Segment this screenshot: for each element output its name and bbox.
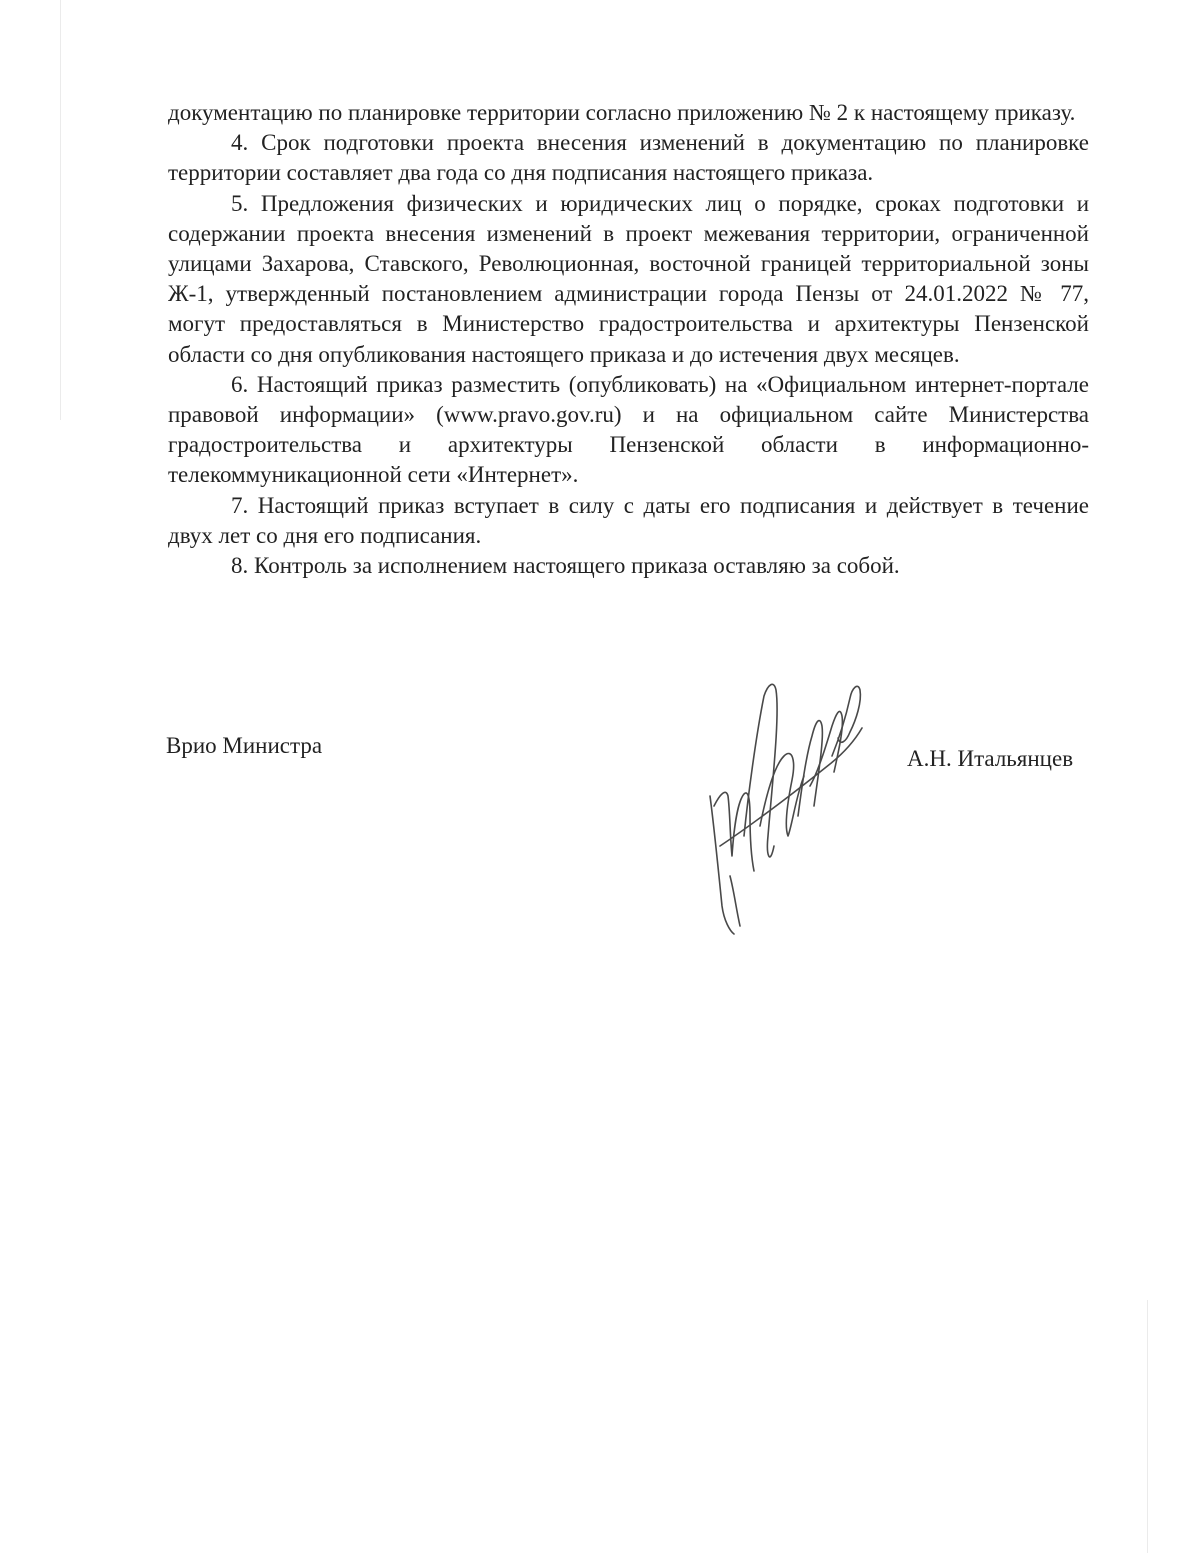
paragraph-item-5: 5. Предложения физических и юридических лиц о порядке, сроках подготовки и содержании проекта внесения изменений в проект межевания территории, ограниченной улицами Захарова, Ставского, Революционная, восточной границей территориальной зоны Ж-1, утвержденный постановлением администрации города Пензы от 24.01.2022 № 77, могут предоставляться в Министерство градостроительства и архитектуры Пензенской области со дня опубликования настоящего приказа и до истечения двух месяцев. (168, 190, 1089, 367)
handwritten-signature (700, 676, 870, 936)
paragraph-item-6: 6. Настоящий приказ разместить (опубликовать) на «Официальном интернет-портале правовой информации» (www.pravo.gov.ru) и на официальном сайте Министерства градостроительства и архитектуры Пензенской области в информационно-телекоммуникационной сети «Интернет». (168, 371, 1089, 488)
paragraph-item-7: 7. Настоящий приказ вступает в силу с даты его подписания и действует в течение двух лет со дня его подписания. (168, 492, 1089, 548)
paragraph-item-4: 4. Срок подготовки проекта внесения изменений в документацию по планировке территории составляет два года со дня подписания настоящего приказа. (168, 130, 1089, 186)
signer-position: Врио Министра (166, 733, 323, 758)
paragraph-continuation: документацию по планировке территории согласно приложению № 2 к настоящему приказу. (168, 100, 1076, 125)
signer-name: А.Н. Итальянцев (907, 746, 1074, 771)
paragraph-item-8: 8. Контроль за исполнением настоящего приказа оставляю за собой. (231, 553, 900, 579)
scan-edge-mark-right (1147, 1300, 1148, 1553)
scan-edge-mark-left (60, 0, 61, 420)
